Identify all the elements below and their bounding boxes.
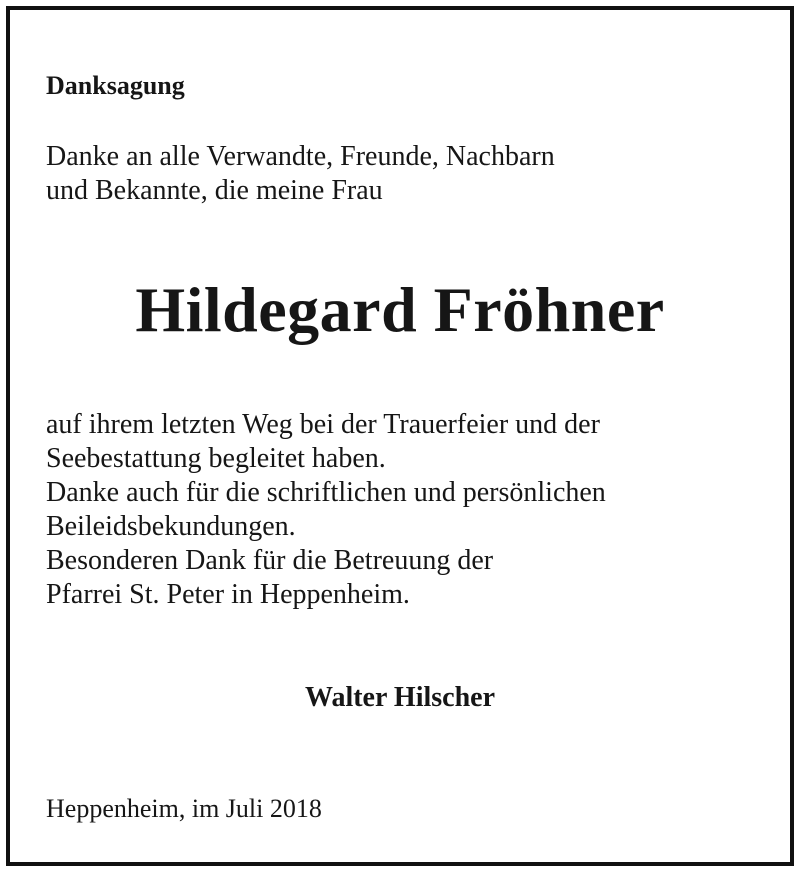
intro-line: Danke an alle Verwandte, Freunde, Nachbarn — [46, 141, 555, 172]
body-line: Beileidsbekundungen. — [46, 511, 296, 542]
body-line: Seebestattung begleitet haben. — [46, 443, 386, 474]
place-date: Heppenheim, im Juli 2018 — [46, 794, 322, 823]
body-line: auf ihrem letzten Weg bei der Trauerfeier und der — [46, 409, 600, 440]
notice-heading: Danksagung — [46, 71, 185, 100]
body-line: Besonderen Dank für die Betreuung der — [46, 545, 494, 576]
body-line: Pfarrei St. Peter in Heppenheim. — [46, 579, 410, 610]
intro-line: und Bekannte, die meine Frau — [46, 175, 383, 206]
body-paragraph — [46, 408, 606, 612]
deceased-name: Hildegard Fröhner — [135, 274, 665, 345]
intro-paragraph — [46, 140, 555, 208]
obituary-notice — [6, 6, 794, 866]
signature: Walter Hilscher — [305, 682, 495, 713]
body-line: Danke auch für die schriftlichen und persönlichen — [46, 477, 606, 508]
